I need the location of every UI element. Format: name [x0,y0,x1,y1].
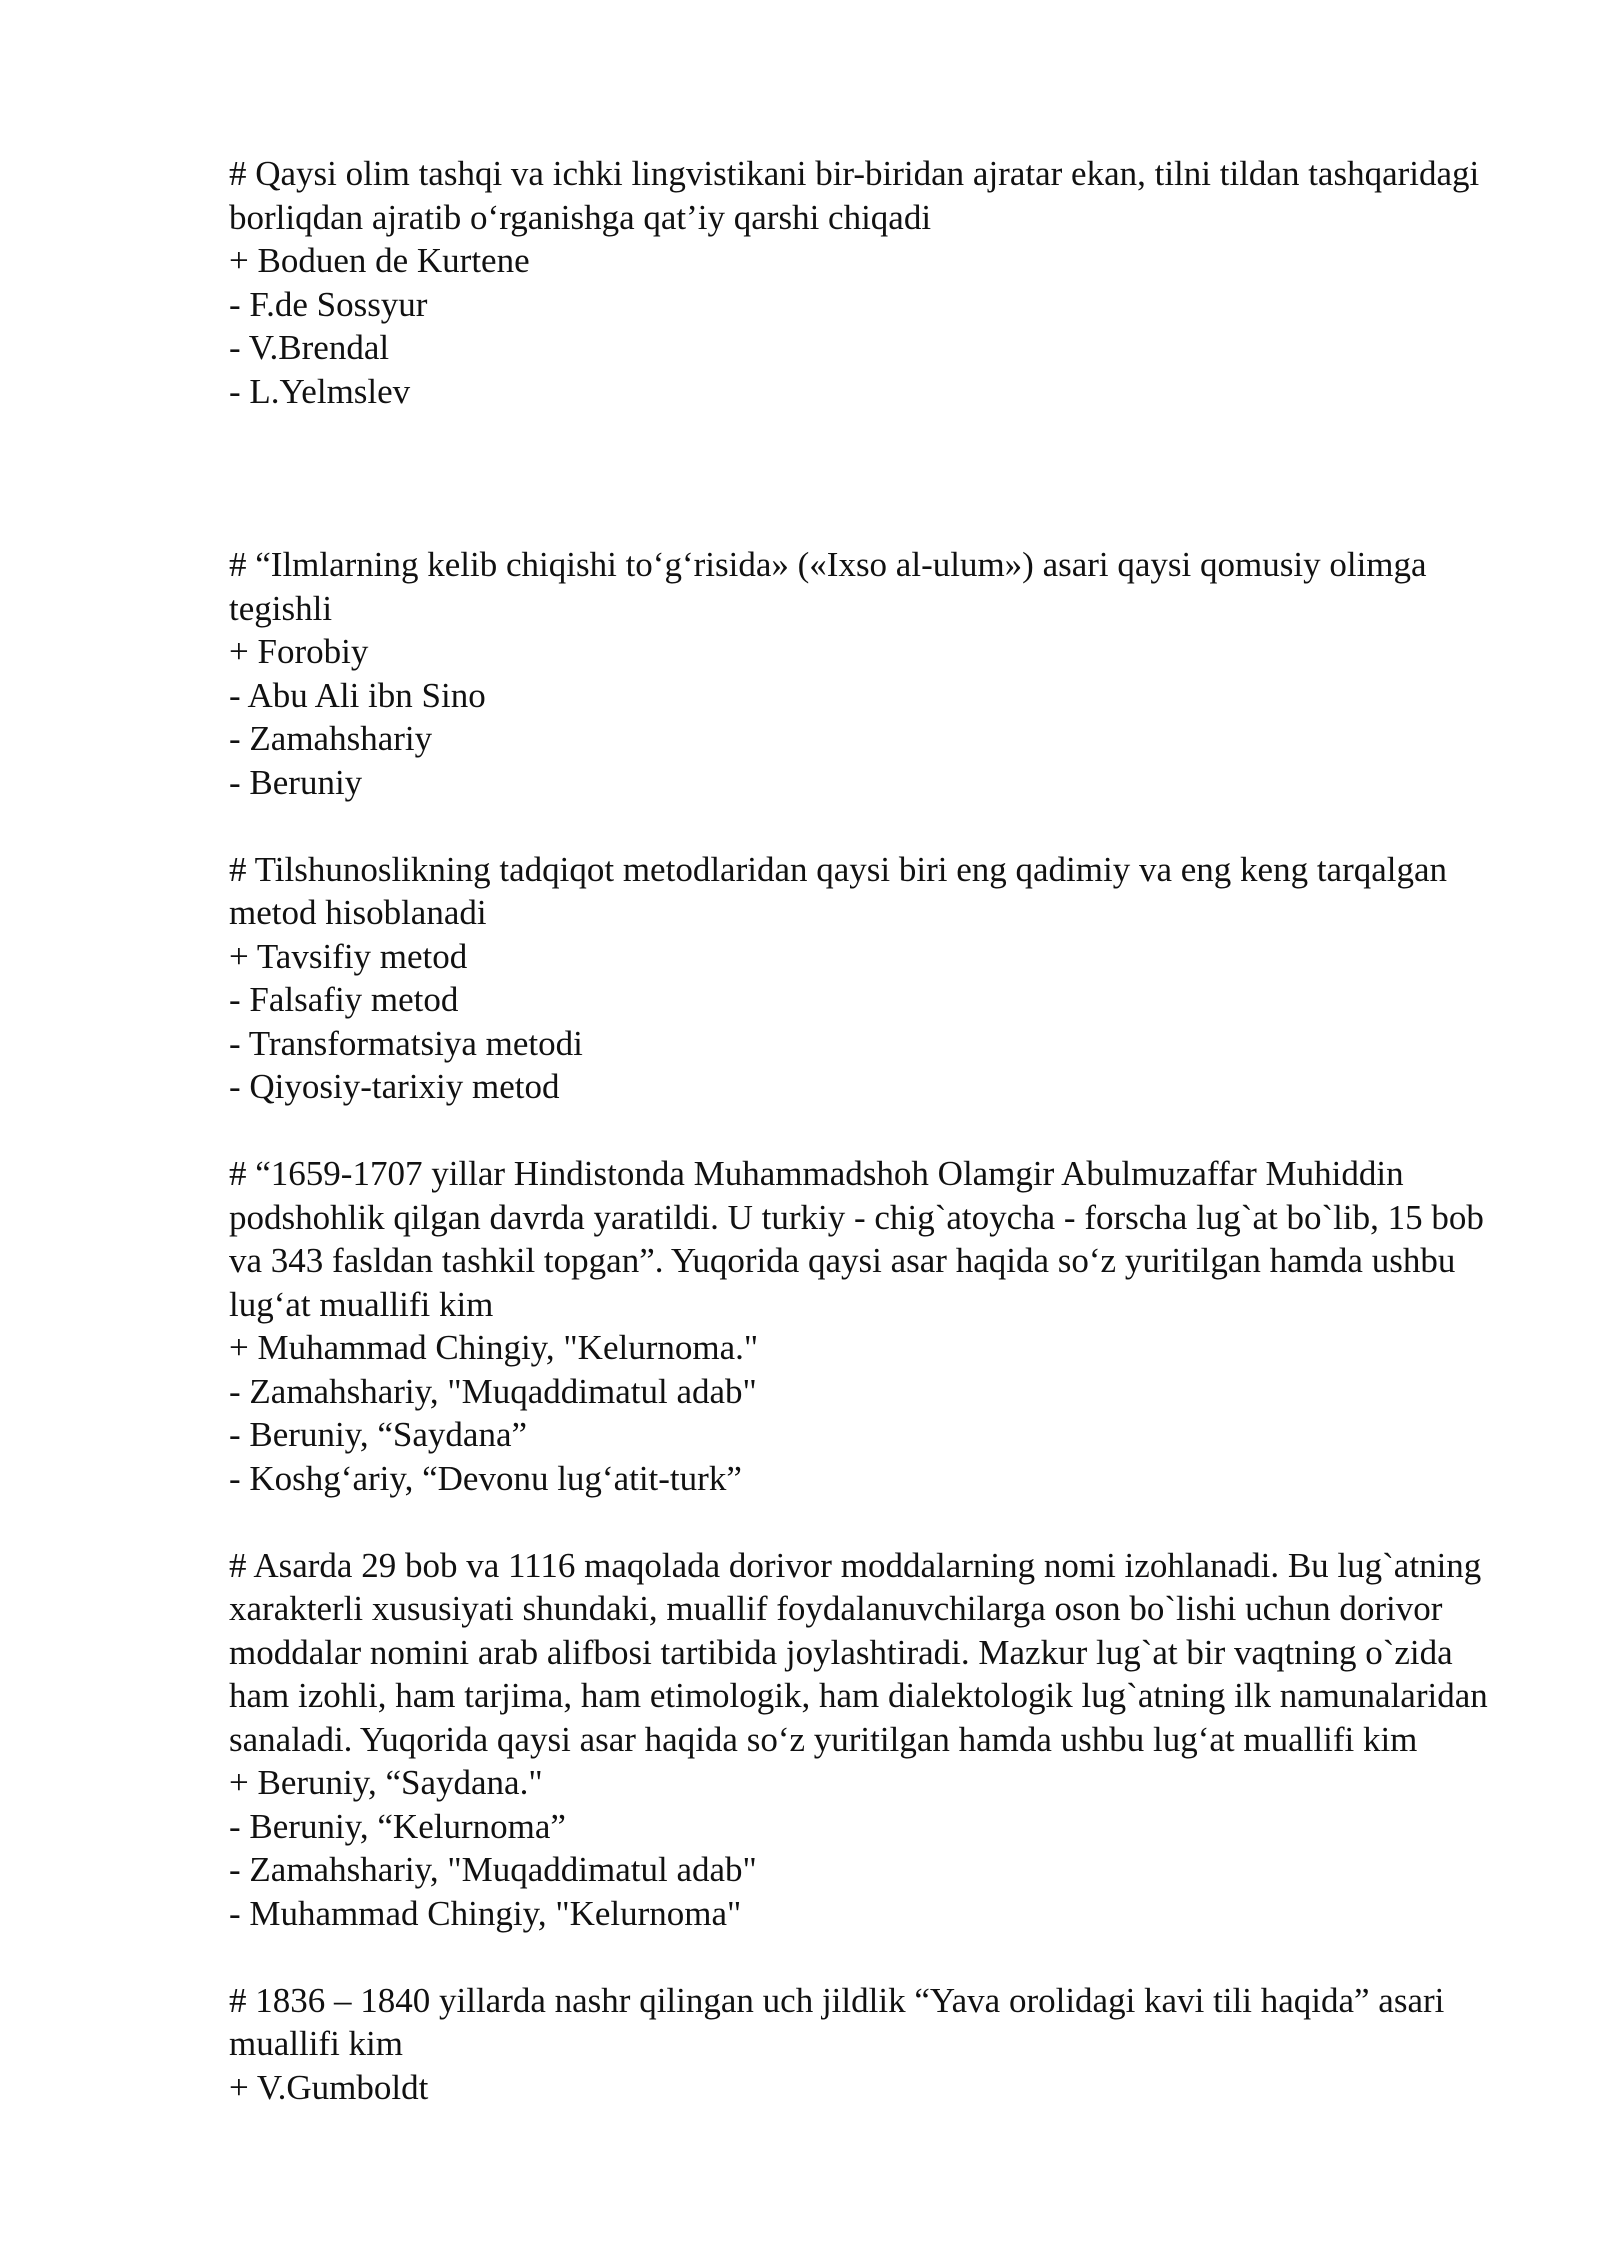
question-text: # Asarda 29 bob va 1116 maqolada dorivor moddalarning nomi izohlanadi. Bu lug`atning xarakterli xususiyati shundaki, muallif foydalanuvchilarga oson bo`lishi uchun dorivor moddalar nomini arab alifbosi tartibida joylashtiradi. Mazkur lug`at bir vaqtning o`zida ham izohli, ham tarjima, ham etimologik, ham dialektologik lug`atning ilk namunalaridan sanaladi. Yuqorida qaysi asar haqida so‘z yuritilgan hamda ushbu lug‘at muallifi kim [229,1545,1488,1759]
answer-option: - Beruniy, “Saydana” [229,1415,528,1454]
answer-option: + Forobiy [229,632,369,671]
answer-option: - Zamahshariy, "Muqaddimatul adab" [229,1371,757,1411]
question-block [229,1979,1489,2110]
answer-option: - Beruniy, “Kelurnoma” [229,1806,566,1846]
answer-option: - L.Yelmslev [229,371,411,411]
question-block [229,1152,1489,1500]
answer-option: + Beruniy, “Saydana." [229,1763,543,1802]
question-block [229,848,1489,1109]
answer-option: - Qiyosiy-tarixiy metod [229,1067,560,1106]
answer-option: - Falsafiy metod [229,980,459,1019]
answer-option: - Zamahshariy, "Muqaddimatul adab" [229,1850,757,1889]
answer-option: + Muhammad Chingiy, "Kelurnoma." [229,1328,759,1367]
spacer [229,1935,1489,1979]
question-block [229,1544,1489,1936]
question-text: # 1836 – 1840 yillarda nashr qilingan uch jildlik “Yava orolidagi kavi tili haqida” asari muallifi kim [229,1980,1445,2063]
question-block [229,152,1489,413]
spacer [229,1109,1489,1153]
answer-option: - Transformatsiya metodi [229,1023,583,1063]
question-text: # Tilshunoslikning tadqiqot metodlaridan qaysi biri eng qadimiy va eng keng tarqalgan metod hisoblanadi [229,849,1448,932]
question-text: # Qaysi olim tashqi va ichki lingvistikani bir-biridan ajratar ekan, tilni tildan tashqaridagi borliqdan ajratib o‘rganishga qat’iy qarshi chiqadi [229,154,1480,237]
question-text: # “Ilmlarning kelib chiqishi to‘g‘risida» («Ixso al-ulum») asari qaysi qomusiy olimga tegishli [229,545,1427,628]
answer-option: - Zamahshariy [229,719,433,758]
answer-option: - Abu Ali ibn Sino [229,675,486,715]
answer-option: + V.Gumboldt [229,2067,429,2107]
answer-option: - F.de Sossyur [229,284,428,324]
spacer [229,804,1489,848]
question-block [229,543,1489,804]
answer-option: - Muhammad Chingiy, "Kelurnoma" [229,1893,742,1933]
spacer [229,413,1489,543]
answer-option: + Boduen de Kurtene [229,241,530,280]
answer-option: - V.Brendal [229,328,390,367]
spacer [229,1500,1489,1544]
answer-option: + Tavsifiy metod [229,936,468,976]
question-text: # “1659-1707 yillar Hindistonda Muhammadshoh Olamgir Abulmuzaffar Muhiddin podshohlik qilgan davrda yaratildi. U turkiy - chig`atoycha - forscha lug`at bo`lib, 15 bob va 343 fasldan tashkil topgan”. Yuqorida qaysi asar haqida so‘z yuritilgan hamda ushbu lug‘at muallifi kim [229,1154,1484,1324]
document-page [229,152,1489,2109]
answer-option: - Koshg‘ariy, “Devonu lug‘atit-turk” [229,1458,742,1498]
answer-option: - Beruniy [229,762,363,802]
